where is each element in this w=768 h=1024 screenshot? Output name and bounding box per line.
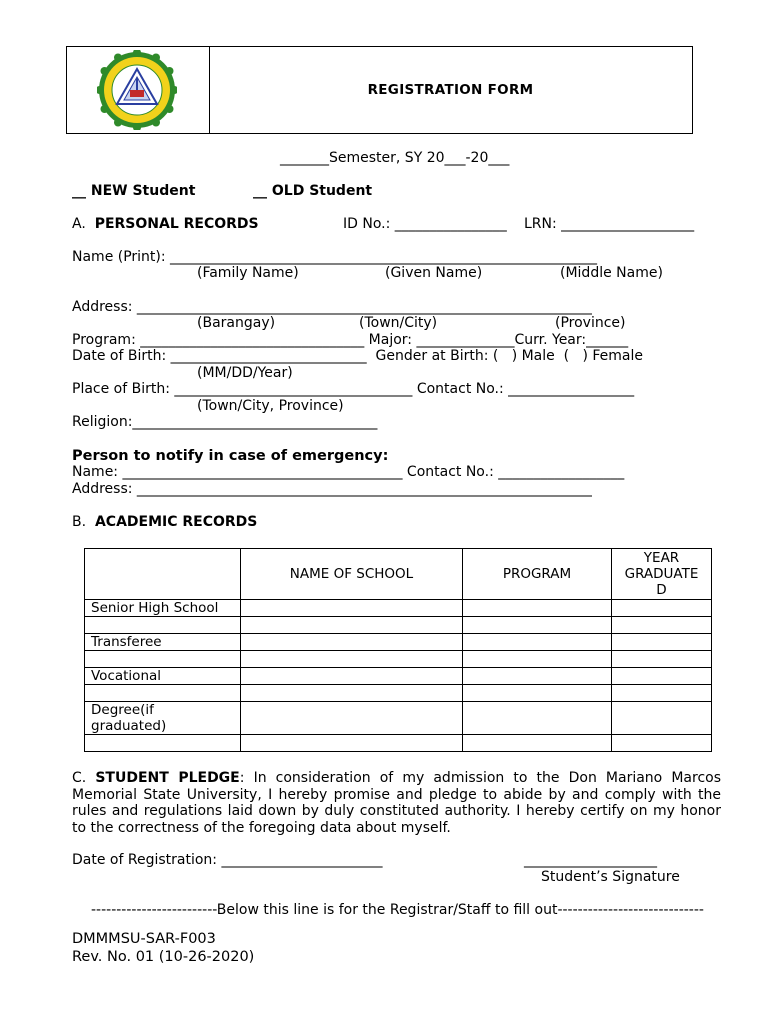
section-b-letter: B. — [72, 514, 87, 530]
town-city-caption: (Town/City) — [359, 315, 438, 331]
row-label: Transferee — [85, 634, 241, 651]
school-cell[interactable] — [241, 702, 463, 735]
form-title: REGISTRATION FORM — [367, 82, 534, 98]
old-student-option[interactable]: __ OLD Student — [253, 183, 373, 199]
program-cell[interactable] — [463, 668, 612, 685]
section-b-heading — [72, 514, 257, 531]
year-cell[interactable] — [612, 735, 712, 752]
school-cell[interactable] — [241, 735, 463, 752]
school-cell[interactable] — [241, 634, 463, 651]
program-cell[interactable] — [463, 685, 612, 702]
new-student-option[interactable]: __ NEW Student — [72, 183, 196, 199]
header-year-graduated: YEAR GRADUATE D — [612, 549, 712, 600]
birthplace-caption: (Town/City, Province) — [197, 398, 344, 414]
form-header — [66, 46, 693, 134]
section-c-letter: C. — [72, 770, 87, 786]
table-row — [85, 634, 712, 651]
student-pledge — [72, 770, 721, 836]
program-cell[interactable] — [463, 634, 612, 651]
section-a-title: PERSONAL RECORDS — [94, 216, 259, 232]
row-label — [85, 735, 241, 752]
program-cell[interactable] — [463, 702, 612, 735]
dob-gender-field[interactable]: Date of Birth: ____________________________ Gender at Birth: ( ) Male ( ) Female — [72, 348, 644, 364]
program-major-year-field[interactable]: Program: ________________________________ Major: ______________Curr. Year:______ — [72, 332, 629, 348]
year-cell[interactable] — [612, 600, 712, 617]
header-program: PROGRAM — [463, 549, 612, 600]
row-label — [85, 617, 241, 634]
school-cell[interactable] — [241, 651, 463, 668]
province-caption: (Province) — [555, 315, 626, 331]
year-cell[interactable] — [612, 651, 712, 668]
table-row — [85, 617, 712, 634]
signature-line[interactable]: ___________________ — [524, 852, 657, 868]
section-a-heading — [72, 216, 259, 233]
signature-caption: Student’s Signature — [541, 869, 680, 885]
table-row — [85, 600, 712, 617]
dob-caption: (MM/DD/Year) — [197, 365, 293, 381]
school-cell[interactable] — [241, 617, 463, 634]
header-name-of-school: NAME OF SCHOOL — [241, 549, 463, 600]
program-cell[interactable] — [463, 600, 612, 617]
row-label: Vocational — [85, 668, 241, 685]
family-name-caption: (Family Name) — [197, 265, 299, 281]
school-cell[interactable] — [241, 668, 463, 685]
emergency-address-field[interactable]: Address: _________________________________________________________________ — [72, 481, 592, 497]
header-cell-blank — [85, 549, 241, 600]
table-row — [85, 735, 712, 752]
religion-field[interactable]: Religion:___________________________________ — [72, 414, 378, 430]
pledge-text: : In consideration of my admission to the Don Mariano Marcos Memorial State University, I hereby promise and pledge to abide by and comply with the rules and regulations laid down by duly constituted authority. I hereby certify on my honor to the correctness of the foregoing data about myself. — [72, 770, 721, 836]
logo-cell — [67, 47, 210, 133]
middle-name-caption: (Middle Name) — [560, 265, 663, 281]
semester-line[interactable]: _______Semester, SY 20___-20___ — [280, 150, 510, 166]
year-cell[interactable] — [612, 702, 712, 735]
name-field[interactable]: Name (Print): _____________________________________________________________ — [72, 249, 598, 265]
table-row — [85, 685, 712, 702]
form-code-block — [72, 930, 254, 966]
row-label: Senior High School — [85, 600, 241, 617]
registration-date-field[interactable]: Date of Registration: _______________________ — [72, 852, 383, 868]
row-label — [85, 685, 241, 702]
given-name-caption: (Given Name) — [385, 265, 483, 281]
emergency-name-contact-field[interactable]: Name: ________________________________________ Contact No.: __________________ — [72, 464, 625, 480]
year-cell[interactable] — [612, 668, 712, 685]
school-cell[interactable] — [241, 685, 463, 702]
table-row — [85, 702, 712, 735]
barangay-caption: (Barangay) — [197, 315, 276, 331]
birthplace-contact-field[interactable]: Place of Birth: __________________________________ Contact No.: __________________ — [72, 381, 635, 397]
year-cell[interactable] — [612, 634, 712, 651]
registrar-divider: -------------------------Below this line is for the Registrar/Staff to fill out----------------------------- — [91, 902, 704, 918]
revision-number: Rev. No. 01 (10-26-2020) — [72, 949, 255, 965]
emergency-heading: Person to notify in case of emergency: — [72, 448, 389, 464]
program-cell[interactable] — [463, 651, 612, 668]
section-c-title: STUDENT PLEDGE — [95, 770, 240, 786]
program-cell[interactable] — [463, 617, 612, 634]
lrn-field[interactable]: LRN: ___________________ — [524, 216, 695, 232]
university-seal-logo — [97, 50, 177, 130]
table-row — [85, 668, 712, 685]
table-row — [85, 651, 712, 668]
row-label: Degree(if graduated) — [85, 702, 241, 735]
table-header-row — [85, 549, 712, 600]
form-code: DMMMSU-SAR-F003 — [72, 931, 216, 947]
school-cell[interactable] — [241, 600, 463, 617]
year-cell[interactable] — [612, 617, 712, 634]
row-label — [85, 651, 241, 668]
academic-records-table — [84, 548, 712, 752]
section-a-letter: A. — [72, 216, 86, 232]
id-no-field[interactable]: ID No.: ________________ — [343, 216, 507, 232]
year-cell[interactable] — [612, 685, 712, 702]
program-cell[interactable] — [463, 735, 612, 752]
section-b-title: ACADEMIC RECORDS — [94, 514, 258, 530]
address-field[interactable]: Address: _________________________________________________________________ — [72, 299, 592, 315]
